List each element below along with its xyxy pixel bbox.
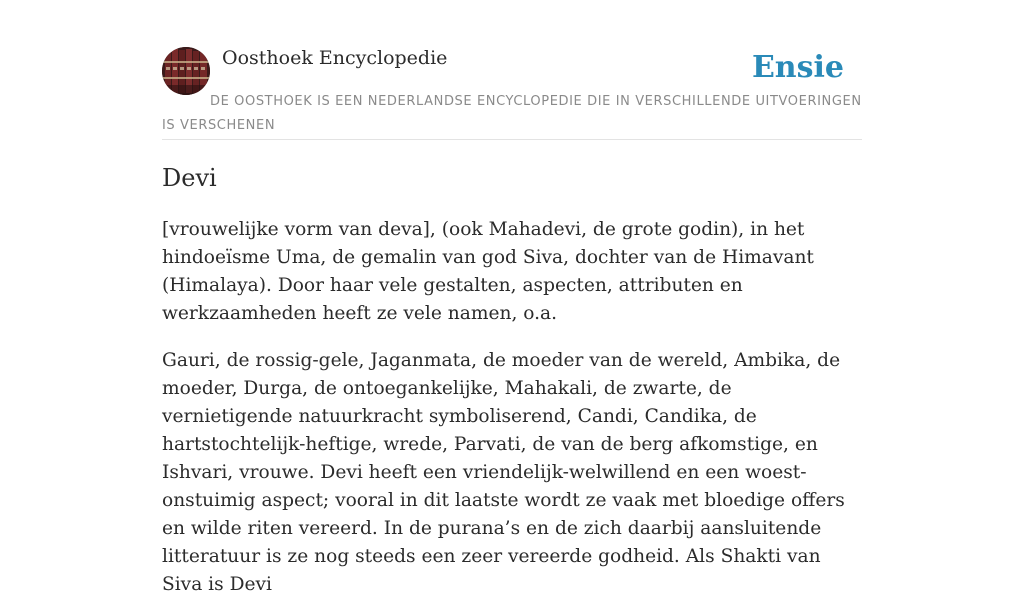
- brand-logo-link[interactable]: Ensie: [751, 50, 844, 85]
- site-tagline: DE OOSTHOEK IS EEN NEDERLANDSE ENCYCLOPEDIE DIE IN VERSCHILLENDE UITVOERINGEN IS VERSCHENEN: [162, 94, 862, 133]
- article-title: Devi: [162, 164, 217, 192]
- article-paragraph: Gauri, de rossig-gele, Jaganmata, de moeder van de wereld, Ambika, de moeder, Durga, de ontoegankelijke, Mahakali, de zwarte, de vernietigende natuurkracht symboliserend, Candi, Candika, de hartstochtelijk-heftige, wrede, Parvati, de van de berg afkomstige, en Ishvari, vrouwe. Devi heeft een vriendelijk-welwillend en een woest-onstuimig aspect; vooral in dit laatste wordt ze vaak met bloedige offers en wilde riten vereerd. In de purana’s en de zich daarbij aansluitende litteratuur is ze nog steeds een zeer vereerde godheid. Als Shakti van Siva is Devi: [162, 350, 845, 595]
- site-header: [162, 46, 862, 140]
- article: [162, 160, 862, 599]
- site-title[interactable]: Oosthoek Encyclopedie: [222, 47, 448, 69]
- article-paragraph: [vrouwelijke vorm van deva], (ook Mahadevi, de grote godin), in het hindoeïsme Uma, de gemalin van god Siva, dochter van de Himavant (Himalaya). Door haar vele gestalten, aspecten, attributen en werkzaamheden heeft ze vele namen, o.a.: [162, 219, 814, 324]
- header-divider: [162, 139, 862, 140]
- book-spines-icon[interactable]: [162, 47, 210, 95]
